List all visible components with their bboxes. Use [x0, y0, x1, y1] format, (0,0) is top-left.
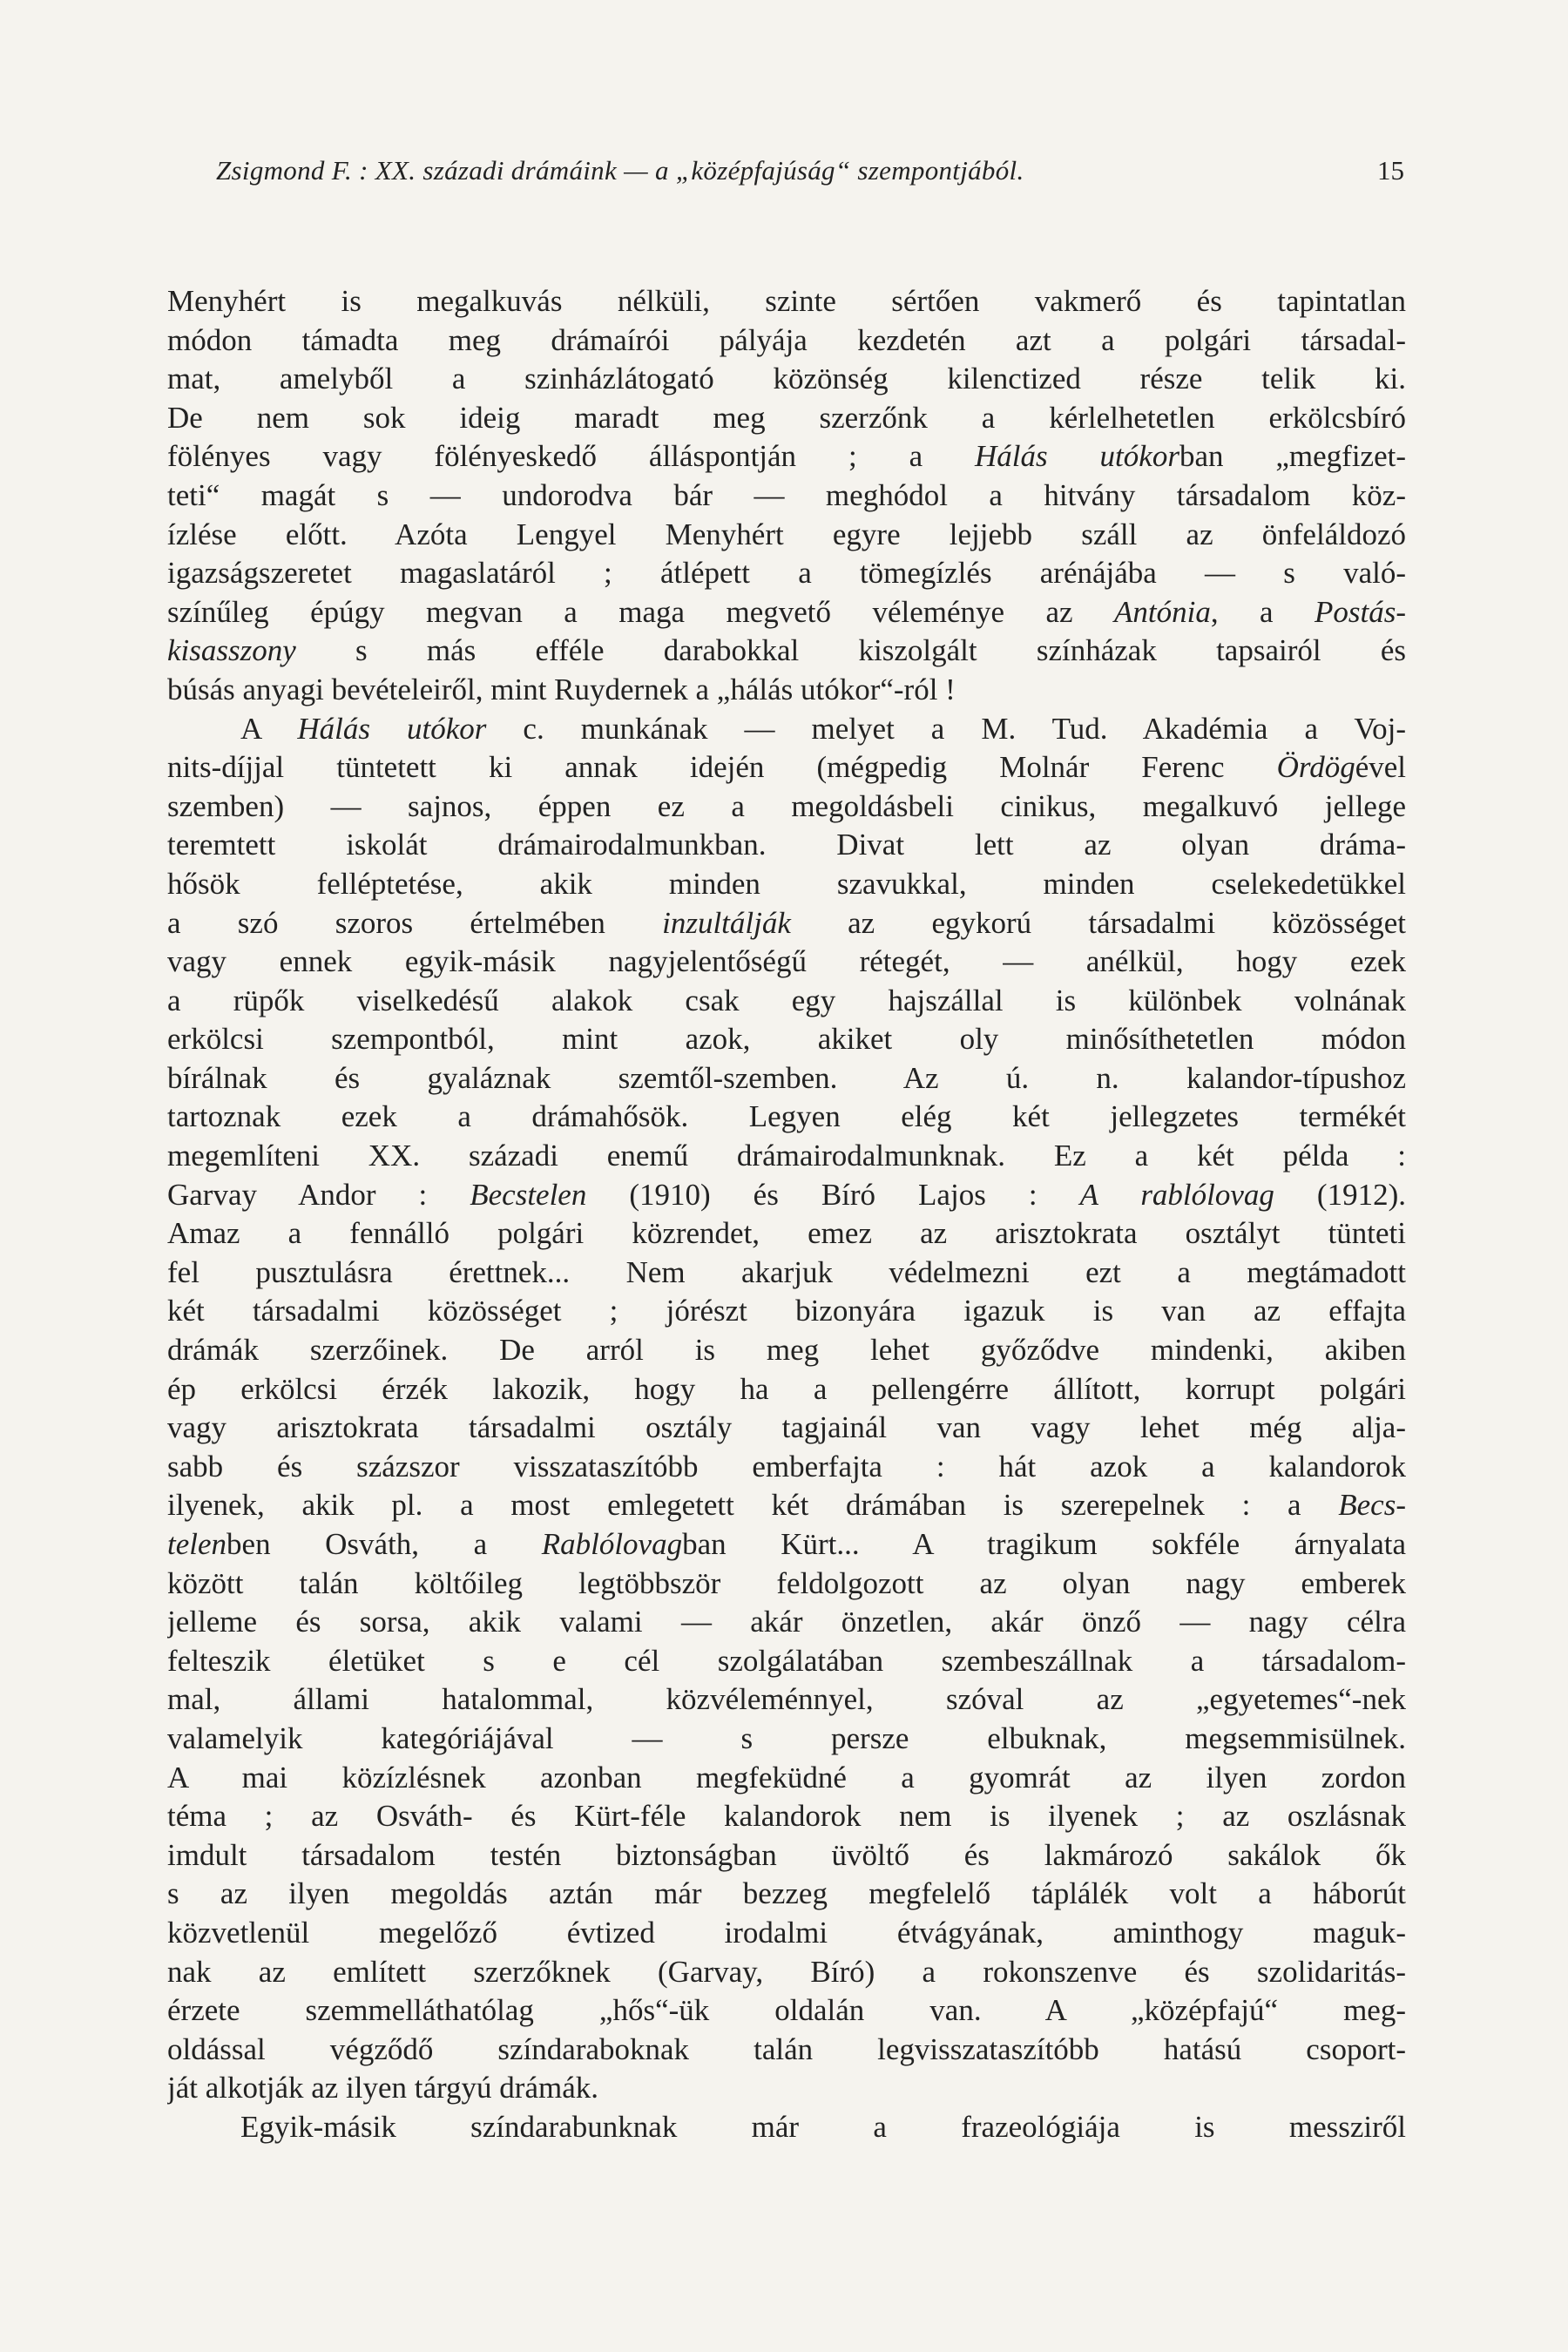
text-segment: ével [1355, 750, 1406, 785]
text-line [167, 1486, 1406, 1525]
text-segment: Menyhért is megalkuvás nélküli, szinte sértően vakmerő és tapintatlan [167, 284, 1406, 318]
text-segment: téma ; az Osváth- és Kürt-féle kalandorok nem is ilyenek ; az oszlásnak [167, 1799, 1406, 1834]
text-line [167, 360, 1406, 399]
text-segment: érzete szemmelláthatólag „hős“-ük oldalán van. A „középfajú“ meg- [167, 1993, 1406, 2028]
page-number: 15 [1377, 155, 1404, 186]
text-line [167, 1525, 1406, 1565]
italic-title: Hálás utókor [297, 711, 487, 746]
text-line [167, 1680, 1406, 1720]
text-segment: oldással végződő színdaraboknak talán legvisszataszítóbb hatású csoport- [167, 2031, 1406, 2066]
text-line [167, 1875, 1406, 1914]
text-segment: jelleme és sorsa, akik valami — akár önzetlen, akár önző — nagy célra [167, 1605, 1406, 1639]
text-segment: közvetlenül megelőző évtized irodalmi étvágyának, aminthogy maguk- [167, 1915, 1406, 1950]
text-line [167, 943, 1406, 982]
text-segment: s az ilyen megoldás aztán már bezzeg megfelelő táplálék volt a háborút [167, 1876, 1406, 1911]
text-segment: ben Osváth, a [226, 1527, 542, 1561]
text-line [167, 437, 1406, 476]
text-line [167, 1448, 1406, 1487]
text-segment: a szó szoros értelmében [167, 905, 663, 940]
italic-title: A rablólovag [1079, 1177, 1274, 1212]
text-line [167, 1098, 1406, 1137]
text-segment: felteszik életüket s e cél szolgálatában szembeszállnak a társadalom- [167, 1643, 1406, 1678]
text-line [167, 1759, 1406, 1798]
text-segment: mal, állami hatalommal, közvéleménnyel, szóval az „egyetemes“-nek [167, 1682, 1406, 1717]
text-segment: erkölcsi szempontból, mint azok, akiket oly minősíthetetlen módon [167, 1022, 1406, 1057]
text-segment: módon támadta meg drámaírói pályája kezdetén azt a polgári társadal- [167, 322, 1406, 357]
text-segment: megemlíteni XX. századi enemű drámairodalmunknak. Ez a két példa : [167, 1139, 1406, 1173]
text-segment: (1910) és Bíró Lajos : [586, 1177, 1080, 1212]
text-segment: s más efféle darabokkal kiszolgált színházak tapsairól és [295, 633, 1406, 668]
text-line [167, 787, 1406, 827]
text-segment: ízlése előtt. Azóta Lengyel Menyhért egyre lejjebb száll az önfeláldozó [167, 517, 1406, 551]
text-segment: vagy ennek egyik-másik nagyjelentőségű rétegét, — anélkül, hogy ezek [167, 944, 1406, 979]
text-line [167, 865, 1406, 904]
text-line [167, 1836, 1406, 1876]
italic-title: Becstelen [470, 1177, 587, 1212]
text-segment: igazságszeretet magaslatáról ; átlépett a tömegízlés arénájába — s való- [167, 556, 1406, 591]
italic-title: Postás- [1315, 594, 1406, 629]
italic-title: Antónia [1114, 594, 1211, 629]
text-line [167, 476, 1406, 516]
text-line [167, 982, 1406, 1021]
text-segment: ját alkotják az ilyen tárgyú drámák. [167, 2071, 599, 2105]
text-line [167, 1565, 1406, 1604]
text-segment: a rüpők viselkedésű alakok csak egy hajszállal is különbek volnának [167, 983, 1406, 1017]
text-line [167, 632, 1406, 671]
text-segment: A [240, 711, 298, 746]
text-segment: fölényes vagy fölényeskedő álláspontján ; a [167, 439, 976, 474]
text-line [167, 2031, 1406, 2070]
italic-title: Rablólovag [541, 1527, 683, 1561]
text-line [167, 554, 1406, 593]
text-segment: ban „megfizet- [1179, 439, 1406, 474]
text-line [167, 1214, 1406, 1254]
text-line [167, 1642, 1406, 1681]
text-segment: A mai közízlésnek azonban megfeküdné a gyomrát az ilyen zordon [167, 1760, 1406, 1794]
text-segment: hősök felléptetése, akik minden szavukkal, minden cselekedetükkel [167, 866, 1406, 901]
text-segment: vagy arisztokrata társadalmi osztály tagjainál van vagy lehet még alja- [167, 1410, 1406, 1445]
text-line [167, 1953, 1406, 1992]
text-segment: ép erkölcsi érzék lakozik, hogy ha a pellengérre állított, korrupt polgári [167, 1371, 1406, 1406]
text-line [167, 1292, 1406, 1331]
text-segment: drámák szerzőinek. De arról is meg lehet győződve mindenki, akiben [167, 1333, 1406, 1368]
italic-title: Hálás utókor [975, 439, 1179, 474]
text-segment: szemben) — sajnos, éppen ez a megoldásbeli cinikus, megalkuvó jellege [167, 788, 1406, 823]
text-line [167, 1991, 1406, 2031]
italic-title: Ördög [1276, 750, 1355, 785]
text-line [167, 1797, 1406, 1836]
text-line [167, 1370, 1406, 1409]
text-line [167, 1720, 1406, 1759]
italic-title: telen [167, 1527, 227, 1561]
text-line [167, 2069, 1406, 2108]
text-segment: ilyenek, akik pl. a most emlegetett két drámában is szerepelnek : a [167, 1488, 1339, 1523]
text-line [167, 671, 1406, 710]
text-segment: teremtett iskolát drámairodalmunkban. Divat lett az olyan dráma- [167, 828, 1406, 862]
text-segment: Garvay Andor : [167, 1177, 470, 1212]
text-line [167, 2108, 1406, 2147]
text-segment: nits-díjjal tüntetett ki annak idején (mégpedig Molnár Ferenc [167, 750, 1277, 785]
text-line [167, 516, 1406, 555]
text-line [167, 748, 1406, 787]
text-segment: színűleg épúgy megvan a maga megvető véleménye az [167, 594, 1114, 629]
text-line [167, 1254, 1406, 1293]
text-segment: búsás anyagi bevételeiről, mint Ruydernek a „hálás utókor“-ról ! [167, 672, 956, 706]
text-line [167, 1059, 1406, 1098]
text-segment: c. munkának — melyet a M. Tud. Akadémia a Voj- [486, 711, 1406, 746]
text-line [167, 904, 1406, 943]
text-line [167, 710, 1406, 749]
text-segment: mat, amelyből a szinházlátogató közönség kilenctized része telik ki. [167, 362, 1406, 396]
text-line [167, 1020, 1406, 1059]
text-segment: ban Kürt... A tragikum sokféle árnyalata [682, 1527, 1406, 1561]
text-line [167, 1137, 1406, 1176]
text-segment: két társadalmi közösséget ; jórészt bizonyára igazuk is van az effajta [167, 1294, 1406, 1328]
running-header [216, 155, 1409, 199]
text-segment: között talán költőileg legtöbbször feldolgozott az olyan nagy emberek [167, 1565, 1406, 1600]
text-line [167, 1603, 1406, 1642]
text-segment: Amaz a fennálló polgári közrendet, emez az arisztokrata osztályt tünteti [167, 1216, 1406, 1251]
italic-title: inzultálják [662, 905, 791, 940]
text-line [167, 399, 1406, 438]
text-segment: (1912). [1274, 1177, 1406, 1212]
text-segment: imdult társadalom testén biztonságban üvöltő és lakmározó sakálok ők [167, 1837, 1406, 1872]
text-line [167, 1331, 1406, 1370]
text-line [167, 1409, 1406, 1448]
text-segment: sabb és százszor visszataszítóbb emberfajta : hát azok a kalandorok [167, 1449, 1406, 1484]
text-line [167, 1176, 1406, 1215]
text-line [167, 1914, 1406, 1953]
text-line [167, 321, 1406, 361]
text-segment: bírálnak és gyaláznak szemtől-szemben. Az ú. n. kalandor-típushoz [167, 1060, 1406, 1095]
text-line [167, 593, 1406, 632]
text-segment: De nem sok ideig maradt meg szerzőnk a kérlelhetetlen erkölcsbíró [167, 400, 1406, 435]
text-segment: Egyik-másik színdarabunknak már a frazeológiája is messziről [240, 2109, 1406, 2144]
text-segment: valamelyik kategóriájával — s persze elbuknak, megsemmisülnek. [167, 1720, 1406, 1755]
text-segment: , a [1210, 594, 1315, 629]
text-segment: az egykorú társadalmi közösséget [790, 905, 1406, 940]
italic-title: kisasszony [167, 633, 296, 668]
italic-title: Becs- [1338, 1488, 1406, 1523]
text-segment: teti“ magát s — undorodva bár — meghódol a hitvány társadalom köz- [167, 477, 1406, 512]
text-segment: nak az említett szerzőknek (Garvay, Bíró) a rokonszenve és szolidaritás- [167, 1954, 1406, 1989]
text-line [167, 826, 1406, 865]
text-line [167, 282, 1406, 321]
running-header-title: Zsigmond F. : XX. századi drámáink — a „középfajúság“ szempontjából. [216, 155, 1024, 186]
text-segment: fel pusztulásra érettnek... Nem akarjuk védelmezni ezt a megtámadott [167, 1254, 1406, 1289]
text-segment: tartoznak ezek a drámahősök. Legyen elég két jellegzetes termékét [167, 1099, 1406, 1134]
body-text [167, 282, 1406, 2147]
